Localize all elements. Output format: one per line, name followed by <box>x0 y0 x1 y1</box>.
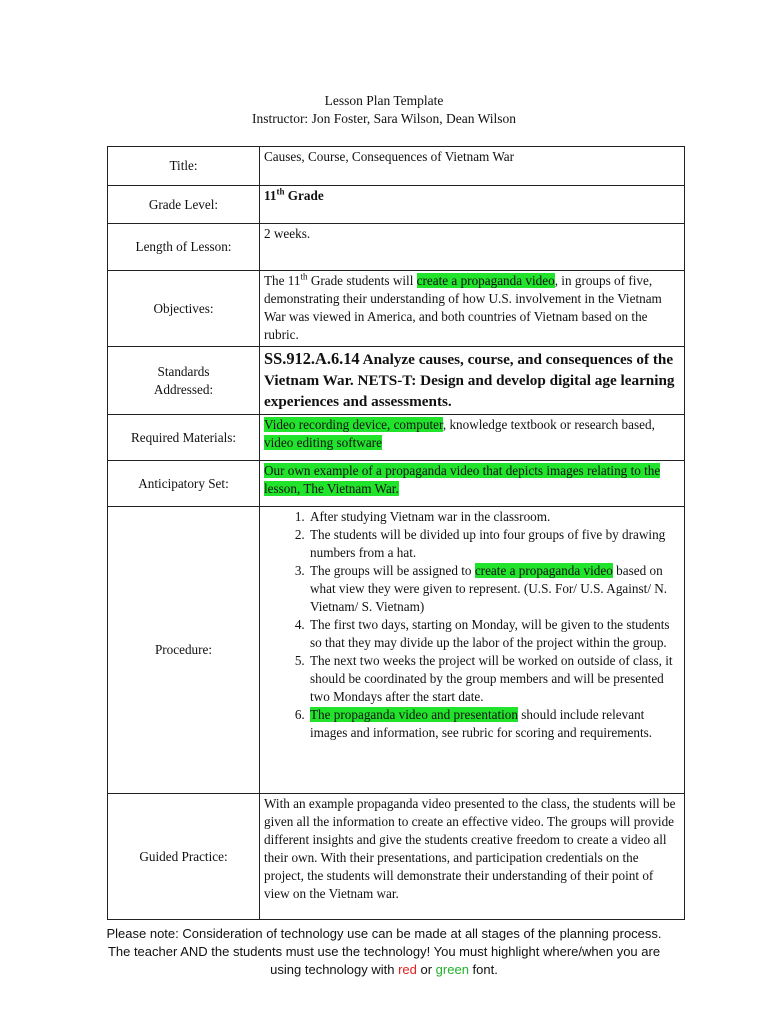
objectives-mid: Grade students will <box>307 273 417 288</box>
instructor-line: Instructor: Jon Foster, Sara Wilson, Dean Wilson <box>251 111 517 126</box>
procedure-step: 1. After studying Vietnam war in the classroom. <box>308 508 680 526</box>
step-highlight: create a propaganda video <box>474 563 613 578</box>
value-anticipatory <box>260 461 685 507</box>
value-length: 2 weeks. <box>260 224 685 271</box>
value-grade-level <box>260 186 685 224</box>
row-guided-practice <box>108 794 685 920</box>
value-title: Causes, Course, Consequences of Vietnam War <box>260 147 685 186</box>
row-length <box>108 224 685 271</box>
document-header <box>0 92 768 128</box>
label-standards <box>108 347 260 415</box>
materials-mid: , knowledge textbook or research based, <box>442 417 655 432</box>
row-objectives <box>108 271 685 347</box>
objectives-highlight: create a propaganda video <box>416 273 555 288</box>
note-green-word: green <box>435 962 469 977</box>
note-red-word: red <box>398 962 417 977</box>
label-guided-practice: Guided Practice: <box>108 794 260 920</box>
grade-suffix: th <box>276 186 285 197</box>
value-objectives <box>260 271 685 347</box>
label-anticipatory: Anticipatory Set: <box>108 461 260 507</box>
materials-highlight-1: Video recording device, computer <box>264 417 443 432</box>
procedure-step <box>308 562 680 616</box>
procedure-step: 4. The first two days, starting on Monday, will be given to the students so that they may divide up the labor of the project within the group. <box>308 616 680 652</box>
value-standards <box>260 347 685 415</box>
procedure-step: 2. The students will be divided up into four groups of five by drawing numbers from a hat. <box>308 526 680 562</box>
procedure-step <box>308 706 680 742</box>
technology-note <box>100 925 668 979</box>
row-title <box>108 147 685 186</box>
grade-number: 11 <box>264 188 277 203</box>
standards-code: SS.912.A.6.14 <box>264 349 360 368</box>
row-standards <box>108 347 685 415</box>
label-procedure: Procedure: <box>108 507 260 794</box>
lesson-plan-table <box>107 146 685 920</box>
objectives-pre: The 11 <box>264 273 301 288</box>
label-standards-line2: Addressed: <box>153 381 214 397</box>
step-post: based on what view they were given to represent. (U.S. For/ U.S. Against/ N. Vietnam/ S. Vietnam) <box>310 563 668 614</box>
anticipatory-highlight: Our own example of a propaganda video that depicts images relating to the lesson, The Vietnam War. <box>264 463 661 496</box>
label-grade-level: Grade Level: <box>108 186 260 224</box>
objectives-post: , in groups of five, demonstrating their understanding of how U.S. involvement in the Vietnam War was viewed in America, and both countries of Vietnam based on the rubric. <box>264 273 662 342</box>
row-grade-level <box>108 186 685 224</box>
grade-word: Grade <box>284 188 324 203</box>
document-title: Lesson Plan Template <box>324 93 444 108</box>
value-procedure <box>260 507 685 794</box>
value-materials <box>260 415 685 461</box>
label-standards-line1: Standards <box>157 363 210 379</box>
step-pre: The groups will be assigned to <box>310 563 475 578</box>
label-objectives: Objectives: <box>108 271 260 347</box>
row-anticipatory <box>108 461 685 507</box>
objectives-suffix: th <box>300 271 308 282</box>
value-guided-practice: With an example propaganda video presented to the class, the students will be given all the information to create an effective video. The groups will provide different insights and give the students creative freedom to create a video all their own. With their presentations, and participation credentials on the project, the students will demonstrate their understanding of their point of view on the Vietnam war. <box>260 794 685 920</box>
note-end: font. <box>468 962 498 977</box>
note-or: or <box>416 962 436 977</box>
procedure-list <box>264 508 680 742</box>
standards-text: Analyze causes, course, and consequences of the Vietnam War. NETS-T: Design and develop digital age learning experiences and assessments. <box>264 351 675 410</box>
label-length: Length of Lesson: <box>108 224 260 271</box>
row-procedure <box>108 507 685 794</box>
label-materials: Required Materials: <box>108 415 260 461</box>
note-text: Please note: Consideration of technology use can be made at all stages of the planning process. The teacher AND the students must use the technology! You must highlight where/when you are using technology with <box>106 926 662 977</box>
step-highlight: The propaganda video and presentation <box>310 707 518 722</box>
row-materials <box>108 415 685 461</box>
step-post: should include relevant images and information, see rubric for scoring and requirements. <box>310 707 653 740</box>
label-title: Title: <box>108 147 260 186</box>
materials-highlight-2: video editing software <box>264 435 382 450</box>
procedure-step: 5. The next two weeks the project will be worked on outside of class, it should be coordinated by the group members and will be presented two Mondays after the start date. <box>308 652 680 706</box>
